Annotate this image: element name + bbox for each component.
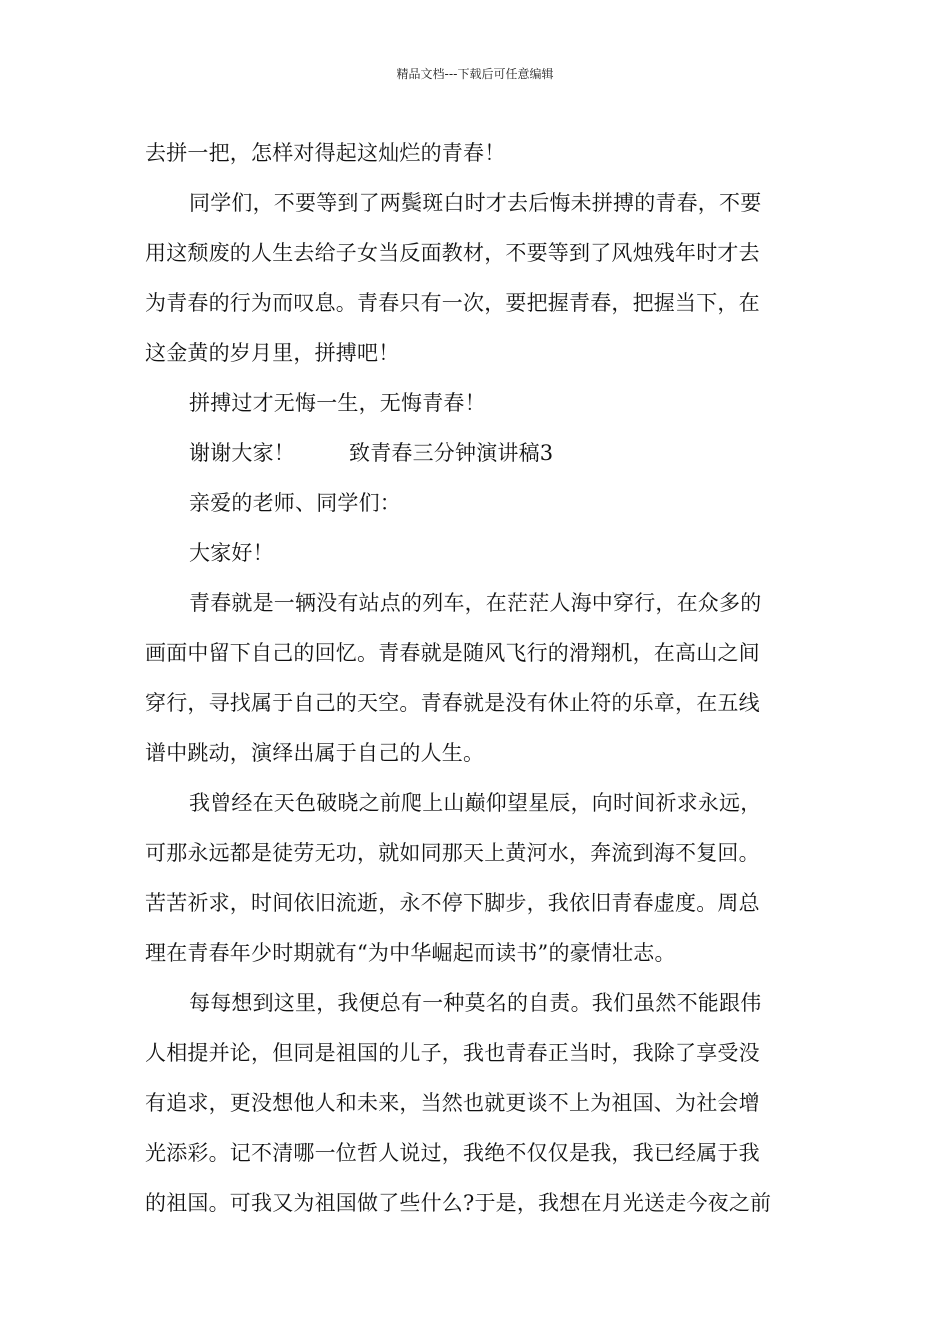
text-line: [145, 1178, 807, 1228]
line-text: 可那永远都是徒劳无功，就如同那天上黄河水，奔流到海不复回。: [145, 841, 760, 865]
text-line: [145, 978, 807, 1028]
line-text: 人相提并论，但同是祖国的儿子，我也青春正当时，我除了享受没: [145, 1041, 760, 1065]
text-line: [145, 478, 807, 528]
text-line: [145, 728, 807, 778]
text-line: [145, 878, 807, 928]
text-line: [145, 1128, 807, 1178]
text-line: [145, 1028, 807, 1078]
page-header: 精品文档---下载后可任意编辑: [396, 67, 554, 81]
line-text: 有追求，更没想他人和未来，当然也就更谈不上为祖国、为社会增: [145, 1091, 760, 1115]
line-text: 谢谢大家！: [189, 441, 295, 465]
document-body: [145, 128, 807, 1228]
line-text: 去拼一把，怎样对得起这灿烂的青春！: [145, 141, 506, 165]
line-text: 用这颓废的人生去给子女当反面教材，不要等到了风烛残年时才去: [145, 241, 760, 265]
text-line: [145, 928, 807, 978]
line-text: 画面中留下自己的回忆。青春就是随风飞行的滑翔机，在高山之间: [145, 641, 760, 665]
text-line: [145, 178, 807, 228]
line-text: 为青春的行为而叹息。青春只有一次，要把握青春，把握当下，在: [145, 291, 760, 315]
line-text: 这金黄的岁月里，拼搏吧！: [145, 341, 400, 365]
text-line: [145, 628, 807, 678]
text-line: [145, 578, 807, 628]
line-text: 青春就是一辆没有站点的列车，在茫茫人海中穿行，在众多的: [189, 591, 762, 615]
line-text: 理在青春年少时期就有“为中华崛起而读书”的豪情壮志。: [145, 941, 676, 965]
line-text: 谱中跳动，演绎出属于自己的人生。: [145, 741, 485, 765]
line-text: 同学们，不要等到了两鬓斑白时才去后悔未拼搏的青春，不要: [189, 191, 762, 215]
text-line: [145, 278, 807, 328]
text-line: [145, 828, 807, 878]
text-line: [145, 1078, 807, 1128]
text-line: [145, 528, 807, 578]
text-line: [145, 128, 807, 178]
text-line: [145, 428, 807, 478]
section-title: 致青春三分钟演讲稿3: [349, 441, 554, 465]
line-text: 光添彩。记不清哪一位哲人说过，我绝不仅仅是我，我已经属于我: [145, 1141, 760, 1165]
line-text: 每每想到这里，我便总有一种莫名的自责。我们虽然不能跟伟: [189, 991, 762, 1015]
line-text: 大家好！: [189, 541, 274, 565]
text-line: [145, 328, 807, 378]
line-text: 的祖国。可我又为祖国做了些什么?于是，我想在月光送走今夜之前: [145, 1191, 772, 1215]
text-line: [145, 378, 807, 428]
line-text: 我曾经在天色破晓之前爬上山巅仰望星辰，向时间祈求永远，: [189, 791, 762, 815]
text-line: [145, 778, 807, 828]
line-text: 亲爱的老师、同学们：: [189, 491, 401, 515]
text-line: [145, 678, 807, 728]
line-text: 拼搏过才无悔一生，无悔青春！: [189, 391, 486, 415]
line-text: 苦苦祈求，时间依旧流逝，永不停下脚步，我依旧青春虚度。周总: [145, 891, 760, 915]
line-text: 穿行，寻找属于自己的天空。青春就是没有休止符的乐章，在五线: [145, 691, 760, 715]
text-line: [145, 228, 807, 278]
